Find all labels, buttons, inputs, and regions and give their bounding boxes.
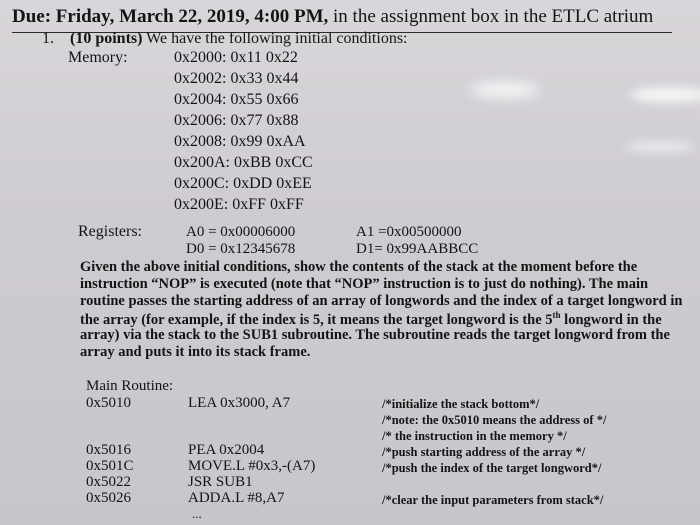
main-routine-label: Main Routine: [86, 378, 174, 394]
code-comment: /* the instruction in the memory */ [382, 429, 567, 443]
glare-highlight [630, 88, 700, 102]
code-address: 0x5016 [86, 442, 131, 458]
superscript-th: th [552, 310, 561, 320]
code-address: 0x5026 [86, 490, 131, 506]
paragraph-text: the array (for example, if the index is 5, it means the target longword is the 5 [80, 311, 553, 328]
register-d1: D1= 0x99AABBCC [356, 241, 479, 257]
paragraph-line: instruction “NOP” is executed (note that “NOP” instruction is to just do nothing). The main [80, 276, 649, 292]
code-instruction: ADDA.L #8,A7 [188, 490, 285, 506]
due-line [12, 6, 653, 28]
code-ellipsis: ... [192, 506, 202, 521]
memory-row: 0x200C: 0xDD 0xEE [174, 175, 312, 192]
paragraph-line: array) via the stack to the SUB1 subroutine. The subroutine reads the target longword from the [80, 327, 670, 343]
paragraph-line [80, 310, 662, 329]
code-address: 0x5022 [86, 474, 131, 490]
question-intro [42, 30, 408, 48]
memory-row: 0x2006: 0x77 0x88 [174, 112, 299, 129]
code-instruction: LEA 0x3000, A7 [188, 395, 291, 411]
code-instruction: PEA 0x2004 [188, 442, 265, 458]
memory-row: 0x200A: 0xBB 0xCC [174, 154, 313, 171]
code-comment: /*clear the input parameters from stack*/ [382, 493, 604, 507]
code-address: 0x5010 [86, 395, 131, 411]
paragraph-line: array and puts it into its stack frame. [80, 344, 311, 360]
memory-row: 0x200E: 0xFF 0xFF [174, 196, 304, 213]
register-a0: A0 = 0x00006000 [186, 224, 296, 240]
code-comment: /*note: the 0x5010 means the address of */ [382, 413, 607, 427]
register-d0: D0 = 0x12345678 [186, 241, 296, 257]
question-number: 1. [42, 30, 54, 47]
memory-row: 0x2004: 0x55 0x66 [174, 91, 299, 108]
code-comment: /*push starting address of the array */ [382, 445, 586, 459]
paragraph-line: Given the above initial conditions, show the contents of the stack at the moment before the [80, 259, 638, 275]
question-points: (10 points) [70, 30, 143, 47]
code-instruction: JSR SUB1 [188, 474, 253, 490]
question-intro-text: We have the following initial conditions: [142, 30, 408, 47]
glare-highlight [625, 142, 695, 152]
paragraph-line: routine passes the starting address of an array of longwords and the index of a target longword in [80, 293, 683, 309]
registers-label: Registers: [78, 223, 142, 240]
code-comment: /*push the index of the target longword*/ [382, 461, 602, 475]
due-date: Due: Friday, March 22, 2019, 4:00 PM, [12, 6, 329, 27]
memory-label: Memory: [68, 49, 128, 66]
code-comment: /*initialize the stack bottom*/ [382, 397, 540, 411]
due-location: in the assignment box in the ETLC atrium [328, 6, 654, 27]
glare-highlight [470, 82, 540, 98]
code-address: 0x501C [86, 458, 134, 474]
code-instruction: MOVE.L #0x3,-(A7) [188, 458, 316, 474]
memory-row: 0x2002: 0x33 0x44 [174, 70, 299, 87]
register-a1: A1 =0x00500000 [356, 224, 462, 240]
paragraph-text: longword in the [560, 311, 662, 328]
memory-row: 0x2008: 0x99 0xAA [174, 133, 306, 150]
memory-row: 0x2000: 0x11 0x22 [174, 49, 298, 66]
